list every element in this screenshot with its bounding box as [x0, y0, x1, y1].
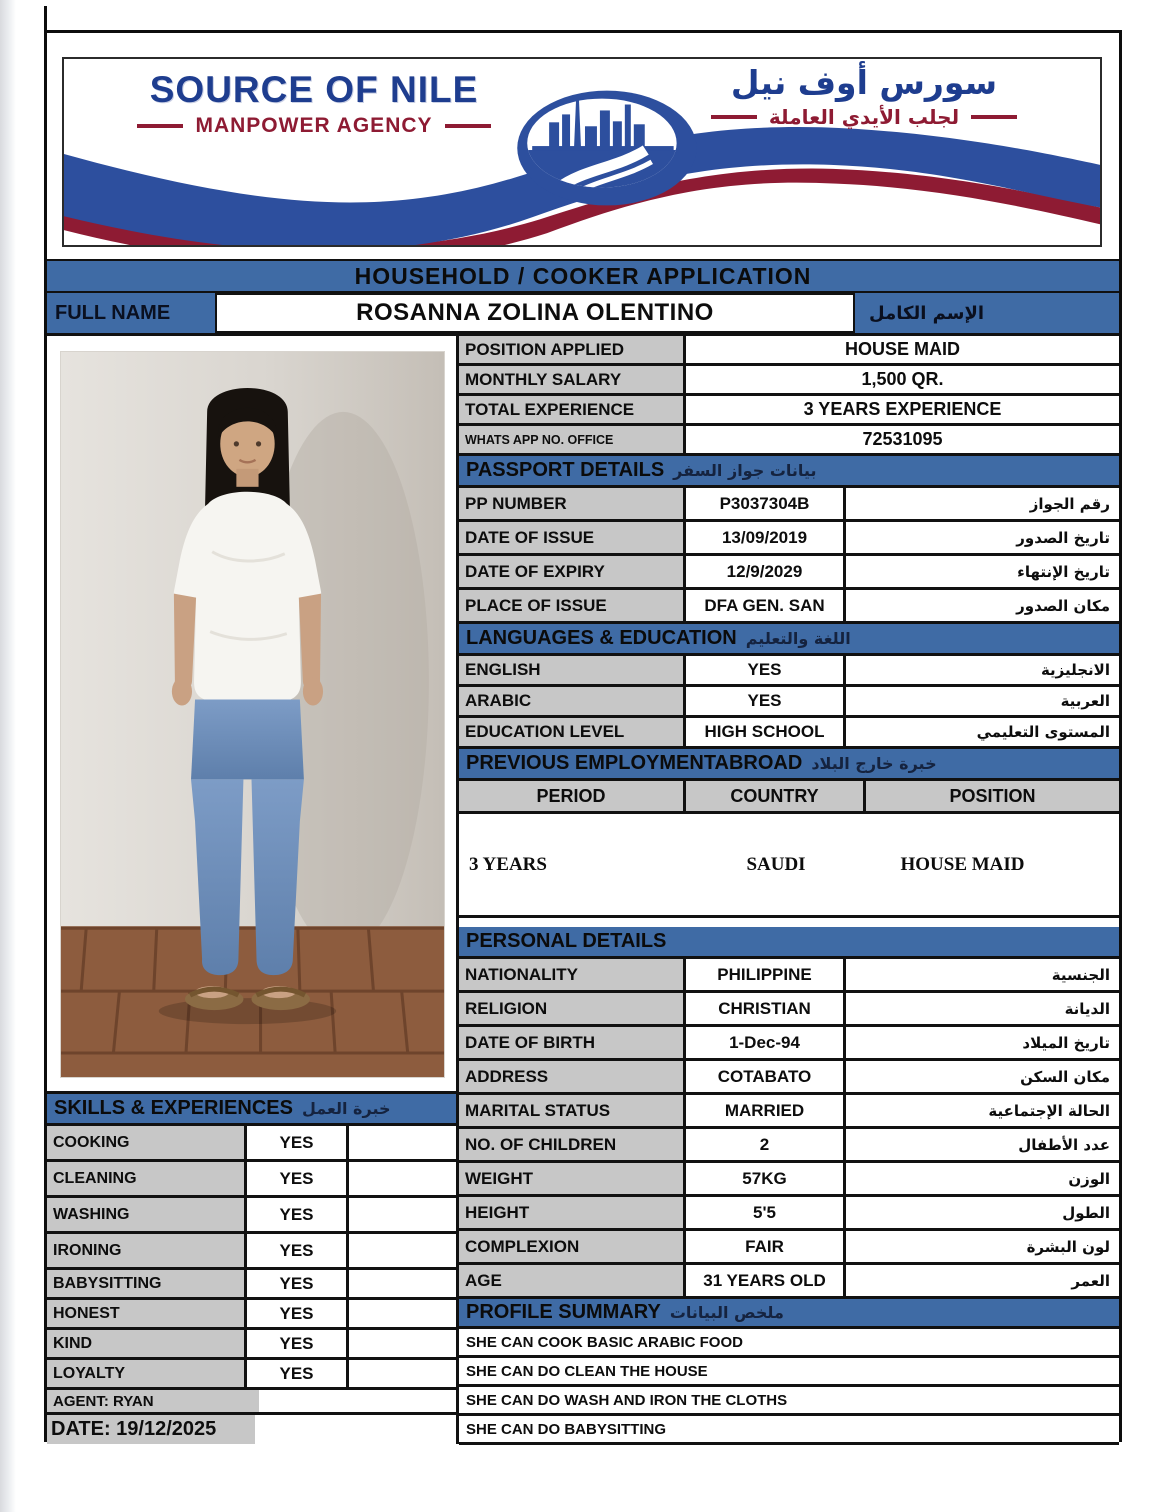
field-label: DATE OF ISSUE: [459, 522, 686, 553]
column-header-country: COUNTRY: [686, 781, 866, 811]
field-label: RELIGION: [459, 993, 686, 1024]
field-label: WEIGHT: [459, 1163, 686, 1194]
application-row: [459, 336, 1119, 366]
field-label-arabic: الجنسية: [846, 959, 1119, 990]
passport-title: PASSPORT DETAILS: [466, 459, 665, 481]
skill-empty-cell: [349, 1330, 456, 1357]
field-value: CHRISTIAN: [686, 993, 846, 1024]
skill-row: [47, 1126, 459, 1162]
field-label: MARITAL STATUS: [459, 1095, 686, 1126]
personal-row: [459, 1197, 1119, 1231]
tagline-dash-left: [137, 124, 183, 128]
skill-empty-cell: [349, 1234, 456, 1267]
field-value: HOUSE MAID: [686, 336, 1119, 363]
employment-period: 3 YEARS: [469, 853, 547, 875]
field-label: COMPLEXION: [459, 1231, 686, 1262]
field-value: PHILIPPINE: [686, 959, 846, 990]
field-label: ARABIC: [459, 687, 686, 715]
language-row: [459, 718, 1119, 749]
field-label-arabic: رقم الجواز: [846, 488, 1119, 519]
field-label: AGE: [459, 1265, 686, 1296]
personal-row: [459, 1129, 1119, 1163]
languages-section-header: [459, 624, 1119, 656]
agency-tagline-arabic: لجلب الأيدي العاملة: [768, 105, 960, 129]
skill-row: [47, 1330, 459, 1360]
passport-section-header: [459, 456, 1119, 488]
personal-row: [459, 1163, 1119, 1197]
agent-empty-cell: [259, 1390, 456, 1412]
profile-summary-item: SHE CAN COOK BASIC ARABIC FOOD: [459, 1329, 1119, 1358]
field-value: 1,500 QR.: [686, 366, 1119, 393]
skill-label: KIND: [47, 1330, 247, 1357]
field-label-arabic: الوزن: [846, 1163, 1119, 1194]
date-label: DATE: 19/12/2025: [47, 1415, 255, 1444]
skill-empty-cell: [349, 1300, 456, 1327]
passport-title-arabic: بيانات جواز السفر: [673, 461, 817, 480]
agent-row: [47, 1390, 459, 1415]
field-value: COTABATO: [686, 1061, 846, 1092]
employment-entry-row: [459, 814, 1119, 918]
field-label: NO. OF CHILDREN: [459, 1129, 686, 1160]
skill-label: CLEANING: [47, 1162, 247, 1195]
right-column: [459, 336, 1119, 1445]
field-value: 57KG: [686, 1163, 846, 1194]
skills-title: SKILLS & EXPERIENCES: [54, 1097, 293, 1119]
agency-logo-header: [62, 57, 1102, 247]
field-label-arabic: الديانة: [846, 993, 1119, 1024]
full-name-label: FULL NAME: [55, 301, 171, 324]
agency-name-english: SOURCE OF NILE: [149, 69, 479, 110]
field-label-arabic: الطول: [846, 1197, 1119, 1228]
skill-value: YES: [247, 1330, 349, 1357]
full-name-label-arabic: الإسم الكامل: [869, 302, 985, 324]
personal-row: [459, 959, 1119, 993]
skill-value: YES: [247, 1126, 349, 1159]
agency-name-arabic: سورس أوف نيل: [730, 63, 998, 102]
personal-row: [459, 1027, 1119, 1061]
employment-country: SAUDI: [746, 853, 806, 875]
applicant-photo-box: [47, 336, 459, 1094]
skill-empty-cell: [349, 1126, 456, 1159]
profile-summary-item: SHE CAN DO CLEAN THE HOUSE: [459, 1358, 1119, 1387]
column-header-period: PERIOD: [459, 781, 686, 811]
personal-title: PERSONAL DETAILS: [466, 930, 667, 952]
skill-empty-cell: [349, 1162, 456, 1195]
skill-label: HONEST: [47, 1300, 247, 1327]
field-label: NATIONALITY: [459, 959, 686, 990]
column-header-position: POSITION: [866, 781, 1119, 811]
application-row: [459, 396, 1119, 426]
tagline-dash-left-ar: [711, 115, 757, 119]
passport-row: [459, 590, 1119, 624]
skill-label: IRONING: [47, 1234, 247, 1267]
application-row: [459, 366, 1119, 396]
left-column: [47, 336, 459, 1444]
field-label-arabic: تاريخ الصدور: [846, 522, 1119, 553]
form-title-bar: HOUSEHOLD / COOKER APPLICATION: [47, 259, 1119, 293]
field-label-arabic: العربية: [846, 687, 1119, 715]
field-label: PLACE OF ISSUE: [459, 590, 686, 621]
field-label-arabic: المستوى التعليمي: [846, 718, 1119, 746]
skills-section-header: [47, 1094, 459, 1126]
section-gap: [459, 918, 1119, 927]
full-name-row: [47, 293, 1119, 336]
tagline-dash-right-ar: [971, 115, 1017, 119]
skill-row: [47, 1234, 459, 1270]
logo-arabic-block: [664, 63, 1064, 129]
skills-section: [47, 1094, 459, 1444]
field-label-arabic: لون البشرة: [846, 1231, 1119, 1262]
skill-empty-cell: [349, 1198, 456, 1231]
language-row: [459, 656, 1119, 687]
languages-title-arabic: اللغة والتعليم: [745, 629, 851, 648]
skill-label: WASHING: [47, 1198, 247, 1231]
date-row: [47, 1415, 459, 1444]
profile-title: PROFILE SUMMARY: [466, 1301, 661, 1323]
agency-tagline-english-row: [94, 114, 534, 138]
full-name-value: ROSANNA ZOLINA OLENTINO: [215, 293, 855, 333]
application-row: [459, 426, 1119, 456]
skill-value: YES: [247, 1270, 349, 1297]
languages-title: LANGUAGES & EDUCATION: [466, 627, 737, 649]
field-label: DATE OF BIRTH: [459, 1027, 686, 1058]
field-value: FAIR: [686, 1231, 846, 1262]
personal-row: [459, 1061, 1119, 1095]
agency-tagline-arabic-row: [664, 105, 1064, 129]
profile-title-arabic: ملخص البيانات: [669, 1303, 784, 1322]
field-label: DATE OF EXPIRY: [459, 556, 686, 587]
profile-section-header: [459, 1299, 1119, 1329]
field-value: 31 YEARS OLD: [686, 1265, 846, 1296]
field-value: YES: [686, 656, 846, 684]
skill-label: BABYSITTING: [47, 1270, 247, 1297]
field-label-arabic: مكان الصدور: [846, 590, 1119, 621]
skills-title-arabic: خبرة العمل: [301, 1099, 391, 1118]
skill-empty-cell: [349, 1270, 456, 1297]
field-label-arabic: تاريخ الميلاد: [846, 1027, 1119, 1058]
field-label: ENGLISH: [459, 656, 686, 684]
field-label-arabic: العمر: [846, 1265, 1119, 1296]
field-label: MONTHLY SALARY: [459, 366, 686, 393]
logo-english-block: [94, 69, 534, 138]
field-value: 72531095: [686, 426, 1119, 453]
profile-summary-item: SHE CAN DO BABYSITTING: [459, 1416, 1119, 1445]
field-value: 12/9/2029: [686, 556, 846, 587]
passport-row: [459, 488, 1119, 522]
field-label-arabic: تاريخ الإنتهاء: [846, 556, 1119, 587]
skill-empty-cell: [349, 1360, 456, 1387]
field-value: 13/09/2019: [686, 522, 846, 553]
tagline-dash-right: [445, 124, 491, 128]
personal-row: [459, 1095, 1119, 1129]
field-label-arabic: الحالة الإجتماعية: [846, 1095, 1119, 1126]
field-value: DFA GEN. SAN: [686, 590, 846, 621]
field-label: HEIGHT: [459, 1197, 686, 1228]
field-label-arabic: الانجليزية: [846, 656, 1119, 684]
field-label: TOTAL EXPERIENCE: [459, 396, 686, 423]
field-value: 2: [686, 1129, 846, 1160]
field-value: YES: [686, 687, 846, 715]
employment-position: HOUSE MAID: [900, 853, 1025, 875]
field-label-arabic: عدد الأطفال: [846, 1129, 1119, 1160]
employment-table-header: [459, 781, 1119, 814]
personal-row: [459, 1265, 1119, 1299]
applicant-photo: [60, 351, 445, 1078]
field-value: 3 YEARS EXPERIENCE: [686, 396, 1119, 423]
passport-row: [459, 556, 1119, 590]
field-value: 1-Dec-94: [686, 1027, 846, 1058]
employment-title-arabic: خبرة خارج البلاد: [811, 754, 937, 773]
field-label-arabic: مكان السكن: [846, 1061, 1119, 1092]
skill-value: YES: [247, 1198, 349, 1231]
skill-label: COOKING: [47, 1126, 247, 1159]
date-empty-cell: [255, 1415, 456, 1444]
field-label: PP NUMBER: [459, 488, 686, 519]
language-row: [459, 687, 1119, 718]
skill-row: [47, 1162, 459, 1198]
scan-edge-shadow: [0, 0, 16, 1512]
profile-summary-item: SHE CAN DO WASH AND IRON THE CLOTHS: [459, 1387, 1119, 1416]
field-label: ADDRESS: [459, 1061, 686, 1092]
skill-row: [47, 1270, 459, 1300]
field-value: HIGH SCHOOL: [686, 718, 846, 746]
field-label: EDUCATION LEVEL: [459, 718, 686, 746]
skill-label: LOYALTY: [47, 1360, 247, 1387]
personal-row: [459, 1231, 1119, 1265]
field-label: POSITION APPLIED: [459, 336, 686, 363]
skill-value: YES: [247, 1360, 349, 1387]
field-value: 5'5: [686, 1197, 846, 1228]
field-value: P3037304B: [686, 488, 846, 519]
employment-section-header: [459, 749, 1119, 781]
form-outer-frame: [44, 30, 1122, 1442]
skill-row: [47, 1198, 459, 1234]
field-value: MARRIED: [686, 1095, 846, 1126]
passport-row: [459, 522, 1119, 556]
skill-row: [47, 1300, 459, 1330]
skill-value: YES: [247, 1300, 349, 1327]
agency-tagline-english: MANPOWER AGENCY: [195, 114, 433, 137]
skill-value: YES: [247, 1234, 349, 1267]
skill-value: YES: [247, 1162, 349, 1195]
personal-row: [459, 993, 1119, 1027]
field-label: WHATS APP NO. OFFICE: [459, 426, 686, 453]
personal-section-header: [459, 927, 1119, 959]
agent-label: AGENT: RYAN: [47, 1390, 259, 1412]
skill-row: [47, 1360, 459, 1390]
scan-corner-mark: [44, 6, 47, 32]
employment-title: PREVIOUS EMPLOYMENTABROAD: [466, 752, 803, 774]
